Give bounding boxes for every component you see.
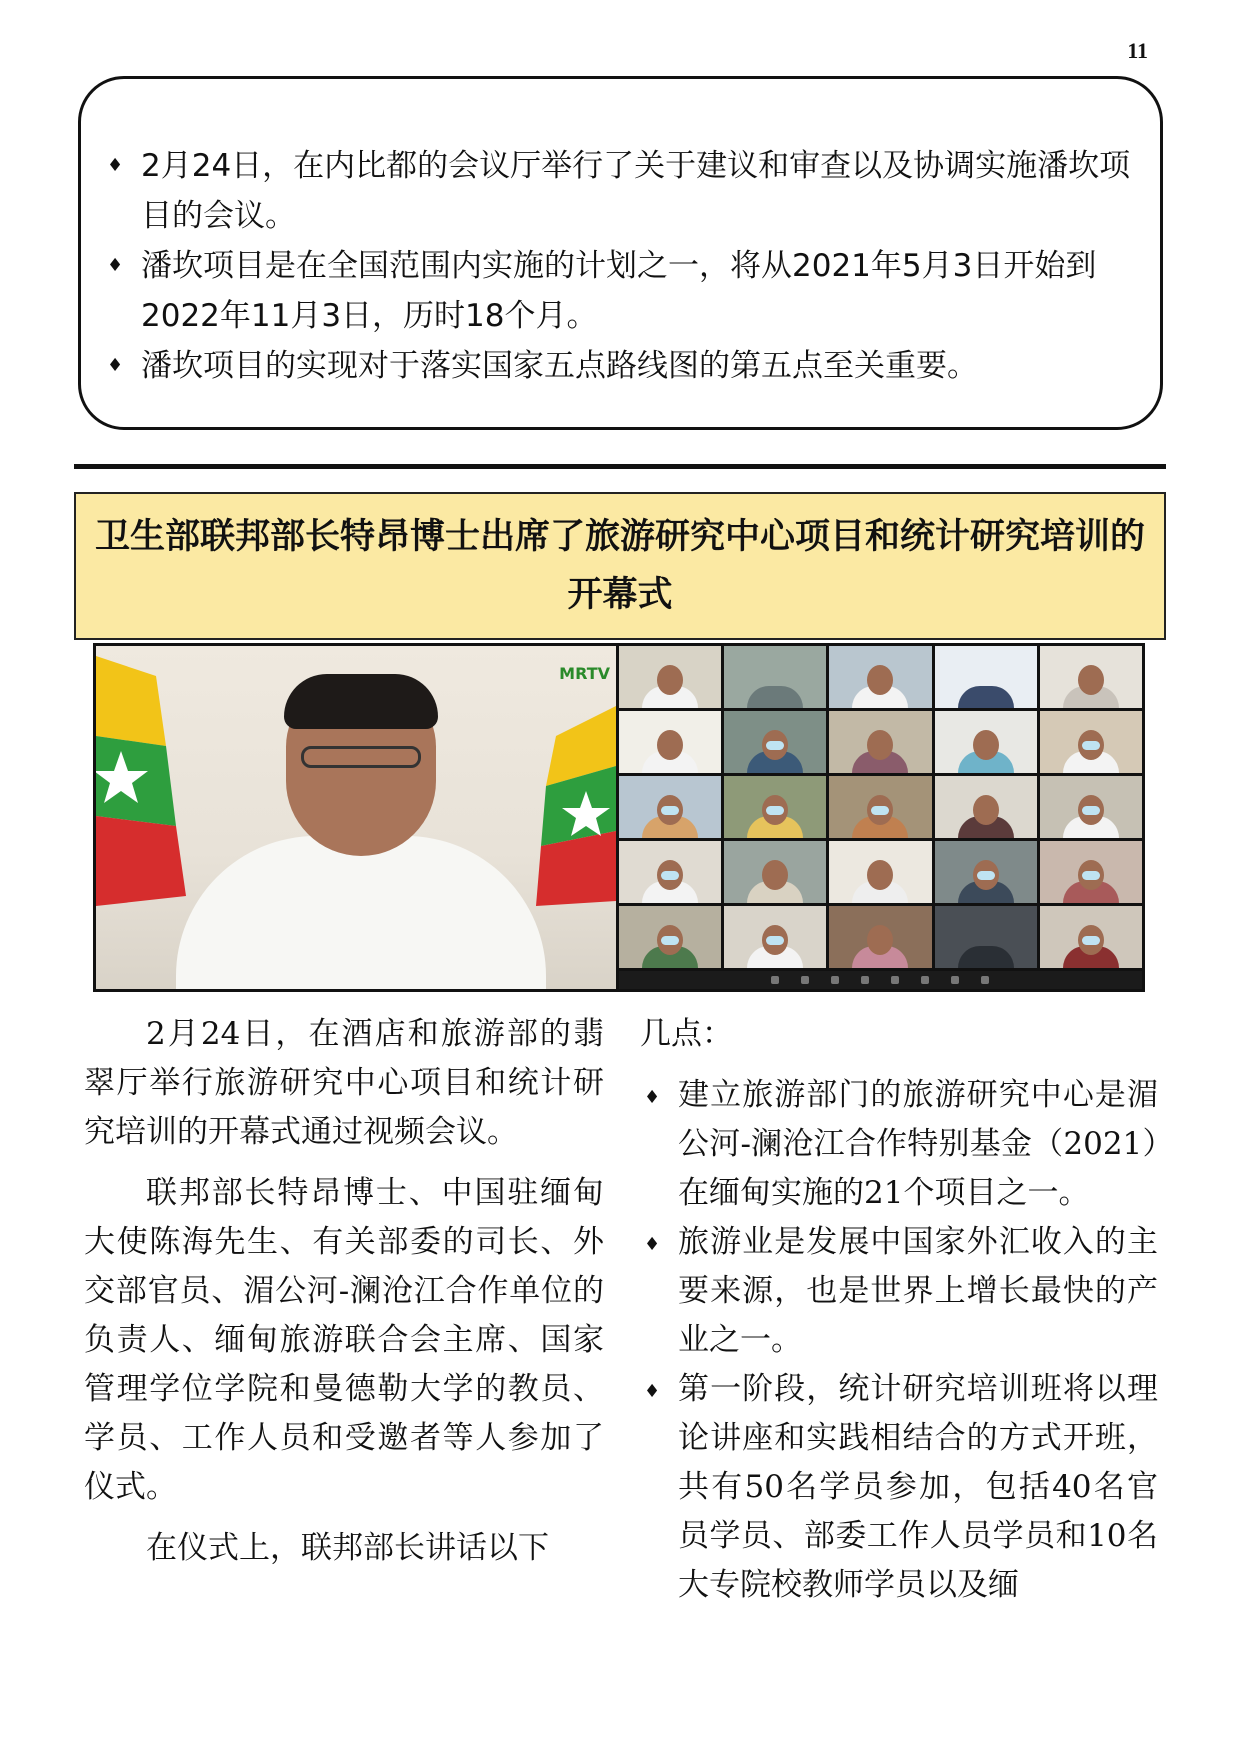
article-paragraph: 在仪式上，联邦部长讲话以下 bbox=[146, 1530, 549, 1566]
participant-tile bbox=[724, 646, 826, 708]
headline-box bbox=[74, 492, 1166, 640]
article-paragraph: 联邦部长特昂博士、中国驻缅甸大使陈海先生、有关部委的司长、外交部官员、湄公河-澜沧江合作单位的负责人、缅甸旅游联合会主席、国家管理学位学院和曼德勒大学的教员、学员、工作人员和受邀者等人参加了仪式。 bbox=[84, 1175, 604, 1505]
participant-tile bbox=[1040, 776, 1142, 838]
article-list-item-text: 建立旅游部门的旅游研究中心是湄公河-澜沧江合作特别基金（2021）在缅甸实施的21个项目之一。 bbox=[678, 1077, 1158, 1211]
participant-tile bbox=[619, 646, 721, 708]
diamond-bullet-icon: ♦ bbox=[107, 255, 124, 276]
participant-tile bbox=[1040, 711, 1142, 773]
share-screen-icon bbox=[891, 976, 899, 984]
article-list-item bbox=[640, 1218, 1158, 1365]
article-paragraph: 几点： bbox=[640, 1016, 733, 1052]
diamond-bullet-icon: ♦ bbox=[644, 1087, 661, 1108]
participant-tile bbox=[935, 776, 1037, 838]
article-right-column bbox=[640, 1010, 1158, 1610]
chat-icon bbox=[861, 976, 869, 984]
news-photo bbox=[93, 643, 1145, 992]
participant-tile bbox=[724, 711, 826, 773]
tv-logo: MRTV bbox=[559, 664, 610, 683]
article-list-item bbox=[640, 1071, 1158, 1218]
summary-box bbox=[78, 76, 1163, 430]
speaker-photo bbox=[96, 646, 616, 989]
participant-tile bbox=[829, 841, 931, 903]
glasses-icon bbox=[301, 746, 421, 768]
speaker-body bbox=[176, 836, 546, 992]
headline: 卫生部联邦部长特昂博士出席了旅游研究中心项目和统计研究培训的开幕式 bbox=[94, 517, 1145, 615]
participant-tile bbox=[724, 906, 826, 968]
summary-item bbox=[105, 141, 1136, 241]
summary-item-text: 潘坎项目是在全国范围内实施的计划之一，将从2021年5月3日开始到2022年11月3日，历时18个月。 bbox=[141, 248, 1097, 334]
diamond-bullet-icon: ♦ bbox=[644, 1381, 661, 1402]
page-number: 11 bbox=[1127, 38, 1148, 63]
diamond-bullet-icon: ♦ bbox=[107, 155, 124, 176]
participant-tile bbox=[935, 711, 1037, 773]
record-icon bbox=[921, 976, 929, 984]
video-icon bbox=[801, 976, 809, 984]
participant-tile bbox=[724, 776, 826, 838]
summary-list bbox=[105, 141, 1136, 391]
article-list-item-text: 旅游业是发展中国家外汇收入的主要来源，也是世界上增长最快的产业之一。 bbox=[678, 1224, 1158, 1358]
participant-tile bbox=[935, 906, 1037, 968]
summary-item bbox=[105, 241, 1136, 341]
article-list-item bbox=[640, 1365, 1158, 1610]
video-conference-grid bbox=[619, 646, 1142, 989]
participant-tile bbox=[829, 711, 931, 773]
speaker-hair bbox=[284, 674, 438, 729]
myanmar-flag-icon bbox=[96, 656, 186, 906]
participant-tile bbox=[935, 646, 1037, 708]
more-icon bbox=[981, 976, 989, 984]
participant-tile bbox=[1040, 906, 1142, 968]
summary-item bbox=[105, 341, 1136, 391]
meeting-toolbar bbox=[619, 971, 1142, 989]
section-divider bbox=[74, 464, 1166, 469]
participant-tile bbox=[829, 776, 931, 838]
article-paragraph: 2月24日，在酒店和旅游部的翡翠厅举行旅游研究中心项目和统计研究培训的开幕式通过视频会议。 bbox=[84, 1016, 604, 1150]
article-list-item-text: 第一阶段，统计研究培训班将以理论讲座和实践相结合的方式开班，共有50名学员参加，包括40名官员学员、部委工作人员学员和10名大专院校教师学员以及缅 bbox=[678, 1371, 1158, 1603]
participant-tile bbox=[619, 841, 721, 903]
summary-item-text: 潘坎项目的实现对于落实国家五点路线图的第五点至关重要。 bbox=[141, 348, 978, 384]
participant-tile bbox=[935, 841, 1037, 903]
participants-icon bbox=[831, 976, 839, 984]
participant-tile bbox=[619, 776, 721, 838]
participant-tile bbox=[619, 711, 721, 773]
participant-tile bbox=[724, 841, 826, 903]
participant-tile bbox=[1040, 646, 1142, 708]
article-left-column bbox=[84, 1010, 604, 1585]
participant-tile bbox=[829, 906, 931, 968]
participant-tile bbox=[1040, 841, 1142, 903]
myanmar-flag-icon bbox=[536, 706, 616, 906]
diamond-bullet-icon: ♦ bbox=[644, 1234, 661, 1255]
summary-item-text: 2月24日，在内比都的会议厅举行了关于建议和审查以及协调实施潘坎项目的会议。 bbox=[141, 148, 1131, 234]
participant-tile bbox=[829, 646, 931, 708]
diamond-bullet-icon: ♦ bbox=[107, 355, 124, 376]
participant-tile bbox=[619, 906, 721, 968]
reactions-icon bbox=[951, 976, 959, 984]
mute-icon bbox=[771, 976, 779, 984]
article-list bbox=[640, 1071, 1158, 1610]
